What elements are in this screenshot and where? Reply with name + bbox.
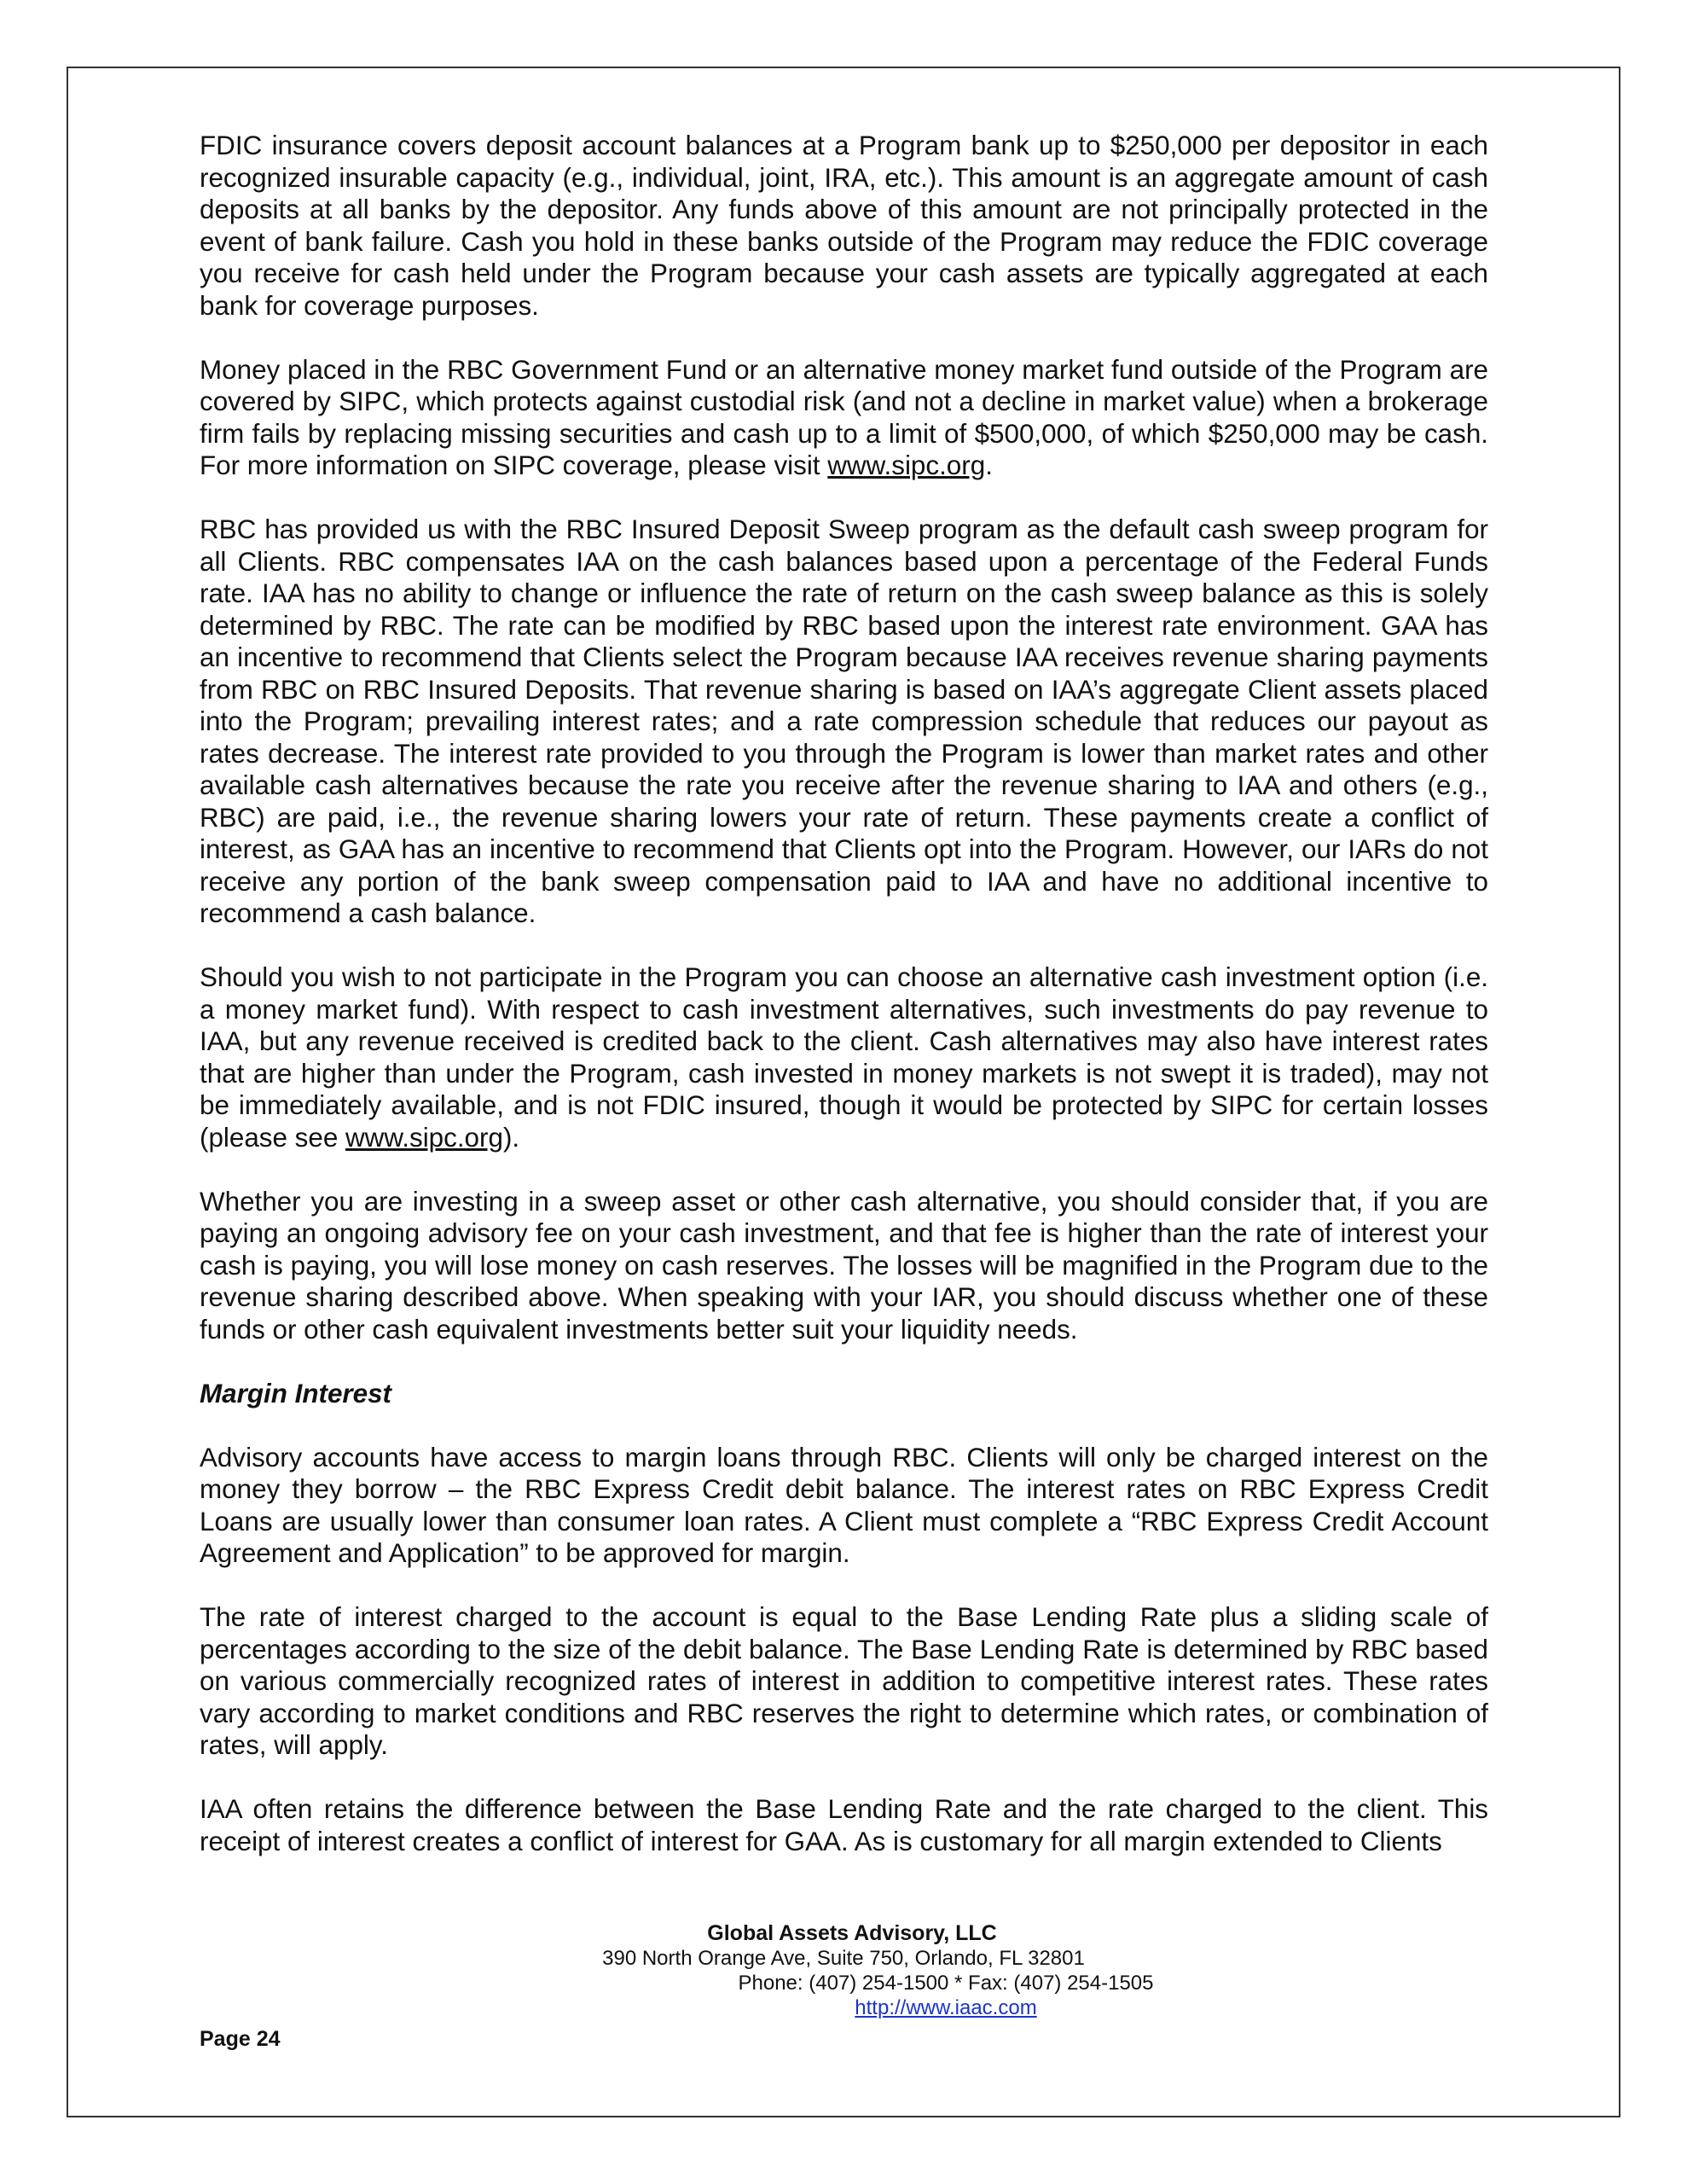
- paragraph-margin-loans: Advisory accounts have access to margin loans through RBC. Clients will only be charged interest on the money they borrow – the RBC Express Credit debit balance. The interest rates on RBC Express Credit Loans are usually lower than consumer loan rates. A Client must complete a “RBC Express Credit Account Agreement and Application” to be approved for margin.: [200, 1442, 1488, 1568]
- paragraph-interest-rate: The rate of interest charged to the account is equal to the Base Lending Rate plus a sliding scale of percentages according to the size of the debit balance. The Base Lending Rate is determined by RBC based on various commercially recognized rates of interest in addition to competitive interest rates. These rates vary according to market conditions and RBC reserves the right to determine which rates, or combination of rates, will apply.: [200, 1602, 1488, 1760]
- page-footer: [0, 1921, 1687, 2020]
- page-number: Page 24: [200, 2027, 281, 2051]
- paragraph-text: Money placed in the RBC Government Fund or an alternative money market fund outside of the Program are covered by SIPC, which protects against custodial risk (and not a decline in market value) when a brokerage firm fails by replacing missing securities and cash up to a limit of $500,000, of which $250,000 may be cash. For more information on SIPC coverage, please visit: [200, 354, 1488, 480]
- paragraph-alternative-cash: [200, 961, 1488, 1153]
- paragraph-base-lending-rate: IAA often retains the difference between the Base Lending Rate and the rate charged to the client. This receipt of interest creates a conflict of interest for GAA. As is customary for all margin extended to Clients: [200, 1794, 1488, 1856]
- paragraph-advisory-fee-cash: Whether you are investing in a sweep asset or other cash alternative, you should consider that, if you are paying an ongoing advisory fee on your cash investment, and that fee is higher than the rate of interest your cash is paying, you will lose money on cash reserves. The losses will be magnified in the Program due to the revenue sharing described above. When speaking with your IAR, you should discuss whether one of these funds or other cash equivalent investments better suit your liquidity needs.: [200, 1186, 1488, 1345]
- footer-phone-fax: Phone: (407) 254-1500 * Fax: (407) 254-1505: [738, 1972, 1154, 1995]
- document-body: [200, 130, 1488, 1857]
- paragraph-end: ).: [502, 1122, 520, 1153]
- footer-address: 390 North Orange Ave, Suite 750, Orlando, FL 32801: [602, 1947, 1085, 1970]
- paragraph-sipc-coverage: [200, 354, 1488, 482]
- paragraph-fdic-insurance: FDIC insurance covers deposit account balances at a Program bank up to $250,000 per depositor in each recognized insurable capacity (e.g., individual, joint, IRA, etc.). This amount is an aggregate amount of cash deposits at all banks by the depositor. Any funds above of this amount are not principally protected in the event of bank failure. Cash you hold in these banks outside of the Program may reduce the FDIC coverage you receive for cash held under the Program because your cash assets are typically aggregated at each bank for coverage purposes.: [200, 131, 1488, 321]
- footer-company-name: Global Assets Advisory, LLC: [707, 1921, 997, 1945]
- paragraph-text: Should you wish to not participate in the Program you can choose an alternative cash investment option (i.e. a money market fund). With respect to cash investment alternatives, such investments do pay revenue to IAA, but any revenue received is credited back to the client. Cash alternatives may also have interest rates that are higher than under the Program, cash invested in money markets is not swept it is traded), may not be immediately available, and is not FDIC insured, though it would be protected by SIPC for certain losses (please see: [200, 962, 1488, 1153]
- sipc-link[interactable]: www.sipc.org: [827, 450, 986, 480]
- sipc-link[interactable]: www.sipc.org: [345, 1122, 503, 1153]
- section-heading-margin-interest: Margin Interest: [200, 1378, 392, 1409]
- footer-website-link[interactable]: http://www.iaac.com: [855, 1996, 1037, 2019]
- paragraph-end: .: [985, 450, 993, 480]
- paragraph-rbc-sweep-program: RBC has provided us with the RBC Insured Deposit Sweep program as the default cash sweep program for all Clients. RBC compensates IAA on the cash balances based upon a percentage of the Federal Funds rate. IAA has no ability to change or influence the rate of return on the cash sweep balance as this is solely determined by RBC. The rate can be modified by RBC based upon the interest rate environment. GAA has an incentive to recommend that Clients select the Program because IAA receives revenue sharing payments from RBC on RBC Insured Deposits. That revenue sharing is based on IAA’s aggregate Client assets placed into the Program; prevailing interest rates; and a rate compression schedule that reduces our payout as rates decrease. The interest rate provided to you through the Program is lower than market rates and other available cash alternatives because the rate you receive after the revenue sharing to IAA and others (e.g., RBC) are paid, i.e., the revenue sharing lowers your rate of return. These payments create a conflict of interest, as GAA has an incentive to recommend that Clients opt into the Program. However, our IARs do not receive any portion of the bank sweep compensation paid to IAA and have no additional incentive to recommend a cash balance.: [200, 514, 1488, 928]
